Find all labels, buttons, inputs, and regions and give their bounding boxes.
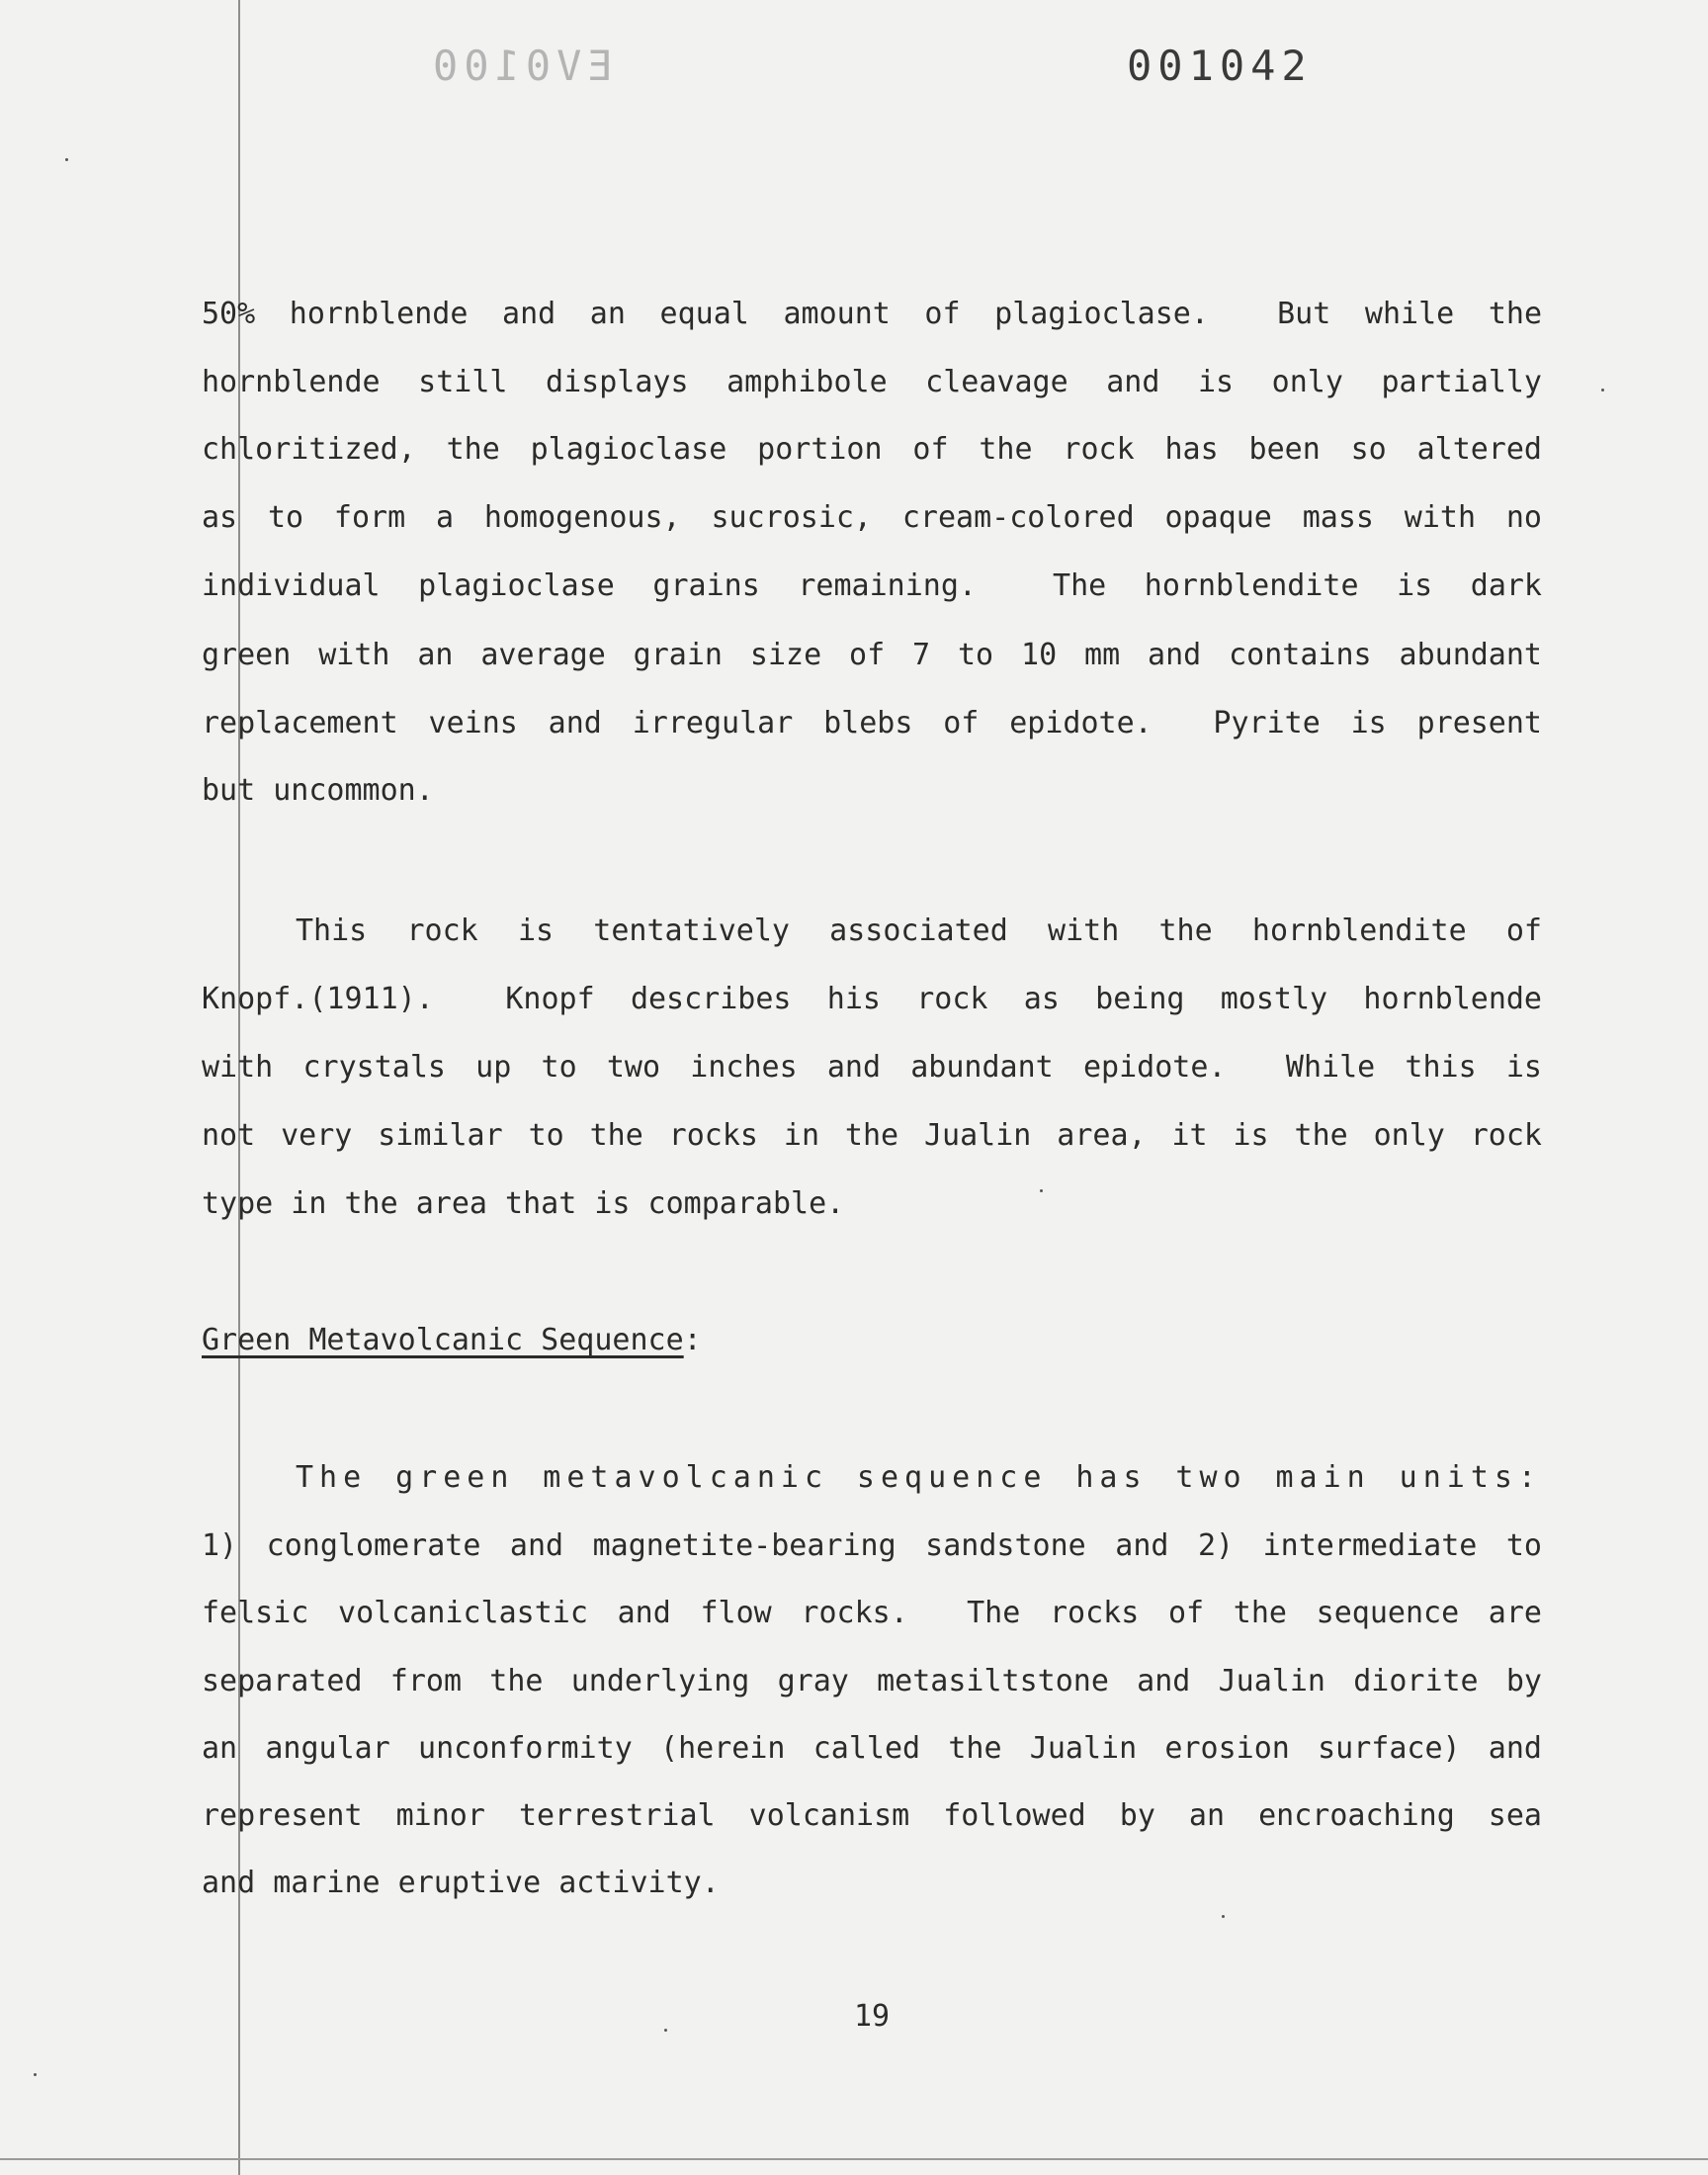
- text-line: separated from the underlying gray metasiltstone and Jualin diorite by: [202, 1664, 1542, 1698]
- text-line: and marine eruptive activity.: [202, 1866, 720, 1900]
- scan-speck: [1040, 1189, 1043, 1192]
- text-line: The green metavolcanic sequence has two main units:: [296, 1460, 1542, 1495]
- ghost-stamp-number: EV0100: [427, 42, 613, 90]
- text-line: 1) conglomerate and magnetite-bearing sandstone and 2) intermediate to: [202, 1528, 1542, 1563]
- text-line: with crystals up to two inches and abundant epidote. While this is: [202, 1050, 1542, 1085]
- scan-speck: [664, 2029, 667, 2032]
- text-line: hornblende still displays amphibole cleavage and is only partially: [202, 365, 1542, 399]
- page-number: 19: [853, 1999, 891, 2034]
- text-line: 50% hornblende and an equal amount of plagioclase. But while the: [202, 297, 1542, 331]
- bottom-edge-rule: [0, 2158, 1708, 2160]
- text-line: individual plagioclase grains remaining. The hornblendite is dark: [202, 568, 1542, 603]
- stamp-number: 001042: [1127, 42, 1313, 90]
- text-line: Knopf.(1911). Knopf describes his rock as being mostly hornblende: [202, 982, 1542, 1016]
- text-line: represent minor terrestrial volcanism followed by an encroaching sea: [202, 1798, 1542, 1833]
- section-heading-colon: :: [683, 1323, 702, 1357]
- text-line: green with an average grain size of 7 to 10 mm and contains abundant: [202, 638, 1542, 672]
- scan-speck: [34, 2073, 37, 2076]
- text-line: replacement veins and irregular blebs of epidote. Pyrite is present: [202, 706, 1542, 740]
- scan-speck: [1601, 389, 1604, 392]
- scan-speck: [1222, 1915, 1225, 1918]
- text-line: type in the area that is comparable.: [202, 1186, 845, 1221]
- section-heading: [202, 1323, 702, 1357]
- text-line: This rock is tentatively associated with the hornblendite of: [296, 914, 1542, 948]
- text-line: as to form a homogenous, sucrosic, cream-colored opaque mass with no: [202, 500, 1542, 535]
- text-line: but uncommon.: [202, 773, 434, 808]
- scan-speck: [65, 158, 68, 161]
- section-heading-text: Green Metavolcanic Sequence: [202, 1323, 684, 1357]
- text-line: chloritized, the plagioclase portion of the rock has been so altered: [202, 432, 1542, 467]
- text-line: felsic volcaniclastic and flow rocks. The rocks of the sequence are: [202, 1596, 1542, 1630]
- text-line: not very similar to the rocks in the Jualin area, it is the only rock: [202, 1118, 1542, 1153]
- text-line: an angular unconformity (herein called the Jualin erosion surface) and: [202, 1731, 1542, 1766]
